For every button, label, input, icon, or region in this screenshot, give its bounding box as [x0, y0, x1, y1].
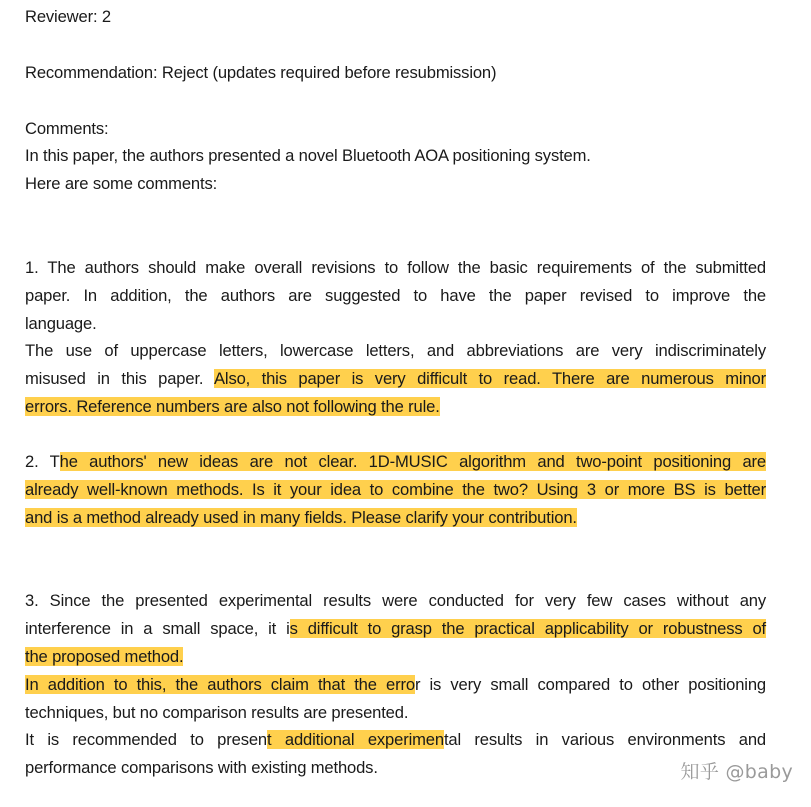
highlight-span: s difficult to grasp the practical applicability or robustness of — [289, 619, 767, 638]
point3-line-3 — [25, 646, 183, 668]
point3-line-2 — [25, 618, 766, 640]
highlight-span: already well-known methods. Is it your idea to combine the two? Using 3 or more BS is better — [25, 480, 766, 499]
highlight-span: and is a method already used in many fields. Please clarify your contribution. — [25, 508, 577, 527]
point3-line-4-plain: r is very small compared to other positioning — [414, 675, 766, 694]
point3-line-6-plain-b: tal results in various environments and — [443, 730, 766, 749]
point1-line-4: The use of uppercase letters, lowercase letters, and abbreviations are very indiscriminately — [25, 341, 766, 360]
highlight-span: In addition to this, the authors claim that the erro — [25, 675, 415, 694]
point3-line-2-plain: interference in a small space, it i — [25, 619, 290, 638]
recommendation-line: Recommendation: Reject (updates required before resubmission) — [25, 63, 497, 82]
intro-line-1: In this paper, the authors presented a novel Bluetooth AOA positioning system. — [25, 146, 591, 165]
highlight-span: Also, this paper is very difficult to read. There are numerous minor — [213, 369, 766, 388]
highlight-span: errors. Reference numbers are also not following the rule. — [25, 397, 440, 416]
point2-line-1 — [25, 451, 766, 473]
zhihu-watermark: 知乎 @baby — [680, 761, 793, 783]
point1-line-3: language. — [25, 314, 97, 333]
point3-line-6 — [25, 729, 766, 751]
highlight-span: he authors' new ideas are not clear. 1D-MUSIC algorithm and two-point positioning are — [59, 452, 766, 471]
point1-line-2: paper. In addition, the authors are suggested to have the paper revised to improve the — [25, 286, 766, 305]
point3-line-7: performance comparisons with existing methods. — [25, 758, 378, 777]
highlight-span: t additional experimen — [267, 730, 444, 749]
point3-line-5: techniques, but no comparison results are presented. — [25, 703, 409, 722]
point3-line-4 — [25, 674, 766, 696]
point2-line-2 — [25, 479, 766, 501]
point1-line-6 — [25, 396, 440, 418]
highlight-span: the proposed method. — [25, 647, 184, 666]
point3-line-1: 3. Since the presented experimental results were conducted for very few cases without any — [25, 591, 766, 610]
point1-line-5 — [25, 368, 766, 390]
point1-line-1: 1. The authors should make overall revisions to follow the basic requirements of the submitted — [25, 258, 766, 277]
intro-line-2: Here are some comments: — [25, 174, 218, 193]
point3-line-6-plain-a: It is recommended to presen — [25, 730, 268, 749]
point1-line-5-plain: misused in this paper. — [25, 369, 214, 388]
point2-line-3 — [25, 507, 577, 529]
reviewer-line: Reviewer: 2 — [25, 7, 111, 26]
point2-line-1-plain: 2. T — [25, 452, 60, 471]
comments-label: Comments: — [25, 119, 109, 138]
